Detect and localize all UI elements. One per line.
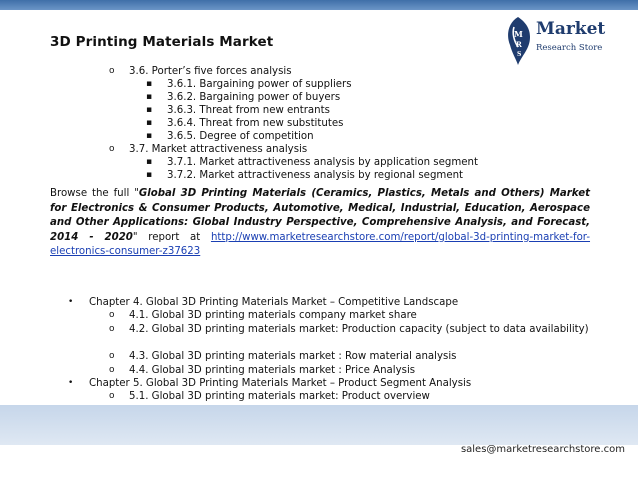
logo-emblem-icon — [500, 15, 536, 67]
list-item: 3.6.3. Threat from new entrants — [167, 105, 330, 116]
footer-bar — [0, 405, 638, 445]
list-item: 4.2. Global 3D printing materials market: Production capacity (subject to data availability) — [129, 324, 589, 335]
list-item: 3.7.1. Market attractiveness analysis by application segment — [167, 157, 478, 168]
list-marker: ▪ — [146, 105, 153, 115]
list-marker: • — [68, 378, 74, 388]
list-marker: o — [109, 310, 115, 320]
list-item: 3.6.2. Bargaining power of buyers — [167, 92, 341, 103]
list-marker: ▪ — [146, 131, 153, 141]
list-marker: ▪ — [146, 79, 153, 89]
list-item: Chapter 4. Global 3D Printing Materials Market – Competitive Landscape — [89, 297, 459, 308]
browse-suffix: " report at — [132, 231, 201, 243]
list-item: 3.6. Porter’s five forces analysis — [129, 66, 292, 77]
brand-logo — [500, 15, 625, 67]
list-marker: ▪ — [146, 157, 153, 167]
list-item: 3.6.5. Degree of competition — [167, 131, 314, 142]
list-item: 3.6.1. Bargaining power of suppliers — [167, 79, 352, 90]
list-marker: o — [109, 365, 115, 375]
list-marker: • — [68, 297, 74, 307]
list-item: 4.1. Global 3D printing materials company market share — [129, 310, 417, 321]
svg-text:S: S — [517, 51, 522, 58]
report-title: Global 3D Printing Materials (Ceramics, Plastics, Metals and Others) Market for Electronics & Consumer Products, Automotive, Medical, Industrial, Education, Aerospace and Other Applications: Global Industry Perspective, Comprehensive Analysis, and Forecast, 2014 - 2020 — [50, 188, 590, 243]
list-marker: o — [109, 66, 115, 76]
list-item: 4.3. Global 3D printing materials market : Row material analysis — [129, 351, 457, 362]
logo-name: Market — [536, 19, 606, 39]
svg-text:M: M — [514, 29, 523, 39]
report-link[interactable]: http://www.marketresearchstore.com/report/global-3d-printing-market-for-electronics-consumer-z37623 — [50, 231, 591, 258]
list-item: Chapter 5. Global 3D Printing Materials Market – Product Segment Analysis — [89, 378, 472, 389]
list-item: 5.1. Global 3D printing materials market: Product overview — [129, 391, 430, 402]
list-marker: ▪ — [146, 118, 153, 128]
svg-text:R: R — [516, 40, 522, 49]
page-title: 3D Printing Materials Market — [50, 34, 274, 50]
list-item: 4.4. Global 3D printing materials market : Price Analysis — [129, 365, 416, 376]
list-marker: o — [109, 351, 115, 361]
browse-paragraph — [50, 187, 590, 260]
list-marker: o — [109, 144, 115, 154]
list-marker: o — [109, 324, 115, 334]
list-marker: ▪ — [146, 92, 153, 102]
logo-subtitle: Research Store — [536, 43, 603, 53]
list-marker: ▪ — [146, 170, 153, 180]
list-item: 3.6.4. Threat from new substitutes — [167, 118, 344, 129]
top-accent-bar — [0, 0, 638, 10]
list-marker: o — [109, 391, 115, 401]
list-item: 3.7.2. Market attractiveness analysis by regional segment — [167, 170, 464, 181]
footer-email[interactable]: sales@marketresearchstore.com — [460, 444, 625, 455]
browse-prefix: Browse the full " — [50, 188, 139, 199]
list-item: 3.7. Market attractiveness analysis — [129, 144, 308, 155]
